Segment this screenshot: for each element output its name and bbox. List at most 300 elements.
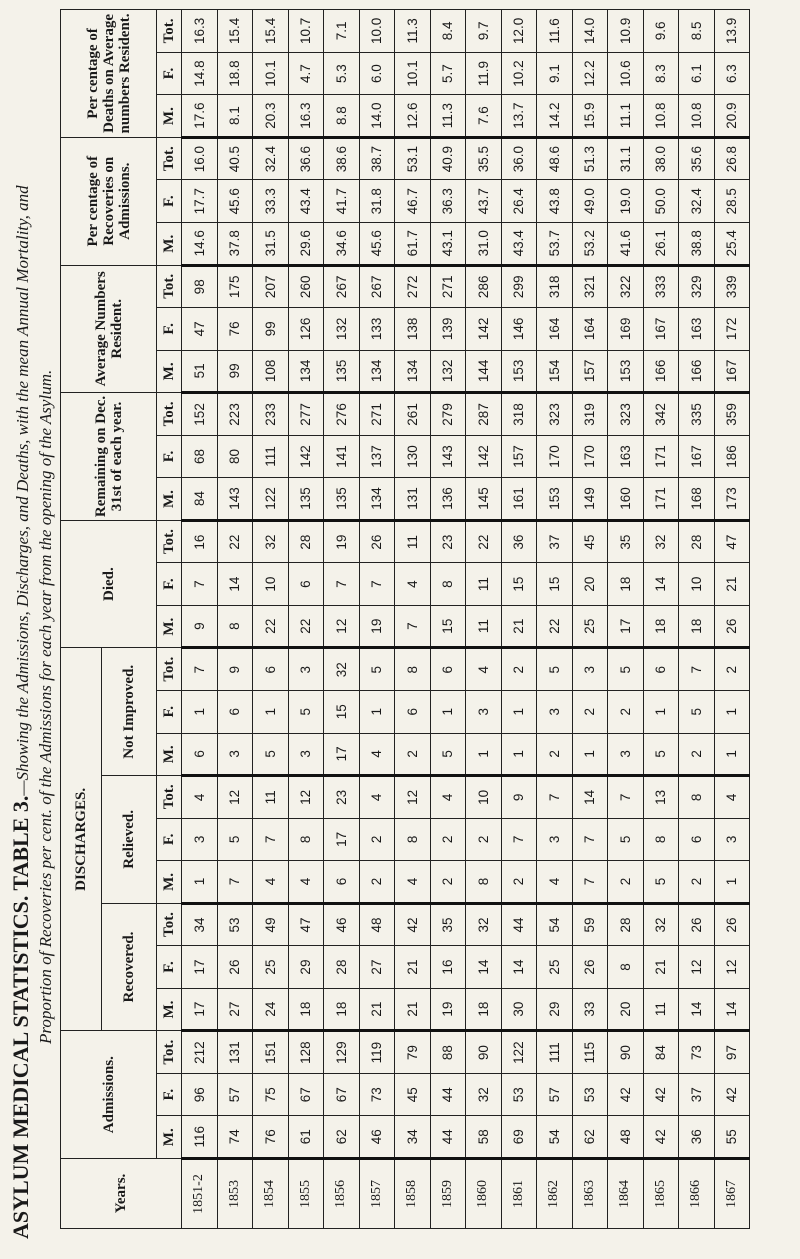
cell-rem-tot: 342 [643, 393, 679, 436]
cell-pr-f: 33.3 [253, 180, 289, 223]
cell-rel-tot: 7 [537, 776, 573, 819]
cell-adm-m: 34 [395, 1116, 431, 1159]
cell-rem-f: 163 [608, 435, 644, 478]
cell-rel-f: 7 [572, 818, 608, 861]
cell-died-f: 15 [537, 563, 573, 606]
cell-pr-m: 31.0 [466, 222, 502, 265]
cell-died-f: 8 [430, 563, 466, 606]
page-title [8, 19, 34, 1239]
cell-pd-m: 10.8 [643, 95, 679, 138]
cell-ni-m: 17 [324, 733, 360, 776]
cell-ni-m: 1 [466, 733, 502, 776]
cell-pd-f: 5.7 [430, 52, 466, 95]
cell-ni-f: 5 [288, 690, 324, 733]
cell-ni-tot: 3 [572, 648, 608, 691]
cell-rec-m: 18 [324, 988, 360, 1031]
cell-pd-f: 10.1 [253, 52, 289, 95]
cell-adm-m: 36 [679, 1116, 715, 1159]
cell-ni-tot: 5 [608, 648, 644, 691]
cell-pr-f: 43.4 [288, 180, 324, 223]
cell-rel-f: 7 [253, 818, 289, 861]
subheader-m: M. [157, 988, 182, 1031]
year-cell: 1862 [537, 1159, 573, 1229]
table-row [466, 10, 502, 1229]
cell-died-m: 19 [359, 605, 395, 648]
cell-rem-tot: 223 [217, 393, 253, 436]
cell-ni-tot: 6 [643, 648, 679, 691]
page-subtitle: Proportion of Recoveries per cent. of the Admissions for each year from the opening of the Asylum. [36, 369, 55, 1044]
subheader-f: F. [157, 690, 182, 733]
cell-rec-tot: 42 [395, 903, 431, 946]
cell-ni-f: 6 [217, 690, 253, 733]
cell-rem-tot: 271 [359, 393, 395, 436]
average-header: Average Numbers Resident. [61, 265, 157, 393]
cell-avg-f: 133 [359, 308, 395, 351]
year-cell: 1867 [714, 1159, 750, 1229]
cell-rel-m: 4 [253, 861, 289, 904]
cell-rel-tot: 23 [324, 776, 360, 819]
cell-adm-f: 42 [643, 1073, 679, 1116]
cell-pr-tot: 38.7 [359, 137, 395, 180]
cell-avg-tot: 207 [253, 265, 289, 308]
cell-pd-tot: 9.7 [466, 10, 502, 53]
cell-pr-tot: 31.1 [608, 137, 644, 180]
cell-died-tot: 28 [679, 520, 715, 563]
cell-died-m: 17 [608, 605, 644, 648]
cell-adm-tot: 79 [395, 1031, 431, 1074]
cell-pd-tot: 9.6 [643, 10, 679, 53]
cell-pr-m: 43.1 [430, 222, 466, 265]
cell-ni-m: 5 [643, 733, 679, 776]
subheader-m: M. [157, 1116, 182, 1159]
cell-rel-m: 7 [572, 861, 608, 904]
cell-ni-m: 5 [253, 733, 289, 776]
cell-died-f: 10 [679, 563, 715, 606]
cell-ni-f: 6 [395, 690, 431, 733]
cell-adm-f: 75 [253, 1073, 289, 1116]
cell-rel-tot: 4 [714, 776, 750, 819]
cell-avg-f: 163 [679, 308, 715, 351]
cell-died-f: 10 [253, 563, 289, 606]
cell-died-m: 12 [324, 605, 360, 648]
cell-pr-m: 61.7 [395, 222, 431, 265]
subheader-f: F. [157, 308, 182, 351]
cell-pr-tot: 38.0 [643, 137, 679, 180]
recoveries-header: Per centage of Recoveries on Admissions. [61, 137, 157, 265]
cell-avg-m: 51 [182, 350, 218, 393]
cell-pd-m: 8.1 [217, 95, 253, 138]
cell-rem-tot: 279 [430, 393, 466, 436]
cell-rec-tot: 53 [217, 903, 253, 946]
cell-adm-m: 42 [643, 1116, 679, 1159]
cell-died-f: 7 [359, 563, 395, 606]
cell-rec-tot: 44 [501, 903, 537, 946]
cell-pr-m: 43.4 [501, 222, 537, 265]
cell-adm-tot: 129 [324, 1031, 360, 1074]
cell-rem-f: 167 [679, 435, 715, 478]
cell-ni-f: 3 [537, 690, 573, 733]
cell-avg-f: 146 [501, 308, 537, 351]
cell-rec-m: 18 [288, 988, 324, 1031]
cell-rec-f: 12 [679, 946, 715, 989]
subheader-tot: Tot. [157, 10, 182, 53]
year-cell: 1860 [466, 1159, 502, 1229]
cell-adm-tot: 97 [714, 1031, 750, 1074]
cell-avg-f: 132 [324, 308, 360, 351]
subheader-tot: Tot. [157, 648, 182, 691]
cell-rem-f: 68 [182, 435, 218, 478]
cell-rel-tot: 4 [359, 776, 395, 819]
cell-pd-f: 4.7 [288, 52, 324, 95]
cell-ni-f: 1 [253, 690, 289, 733]
cell-ni-m: 4 [359, 733, 395, 776]
cell-adm-tot: 90 [466, 1031, 502, 1074]
cell-rem-f: 143 [430, 435, 466, 478]
cell-pr-tot: 40.5 [217, 137, 253, 180]
cell-ni-tot: 8 [395, 648, 431, 691]
cell-died-m: 18 [679, 605, 715, 648]
discharges-header: DISCHARGES. [61, 648, 102, 1031]
statistics-table [60, 9, 750, 1229]
cell-adm-f: 53 [572, 1073, 608, 1116]
cell-pd-tot: 11.3 [395, 10, 431, 53]
cell-died-tot: 16 [182, 520, 218, 563]
cell-rec-f: 27 [359, 946, 395, 989]
table-row [217, 10, 253, 1229]
cell-rem-m: 134 [359, 478, 395, 521]
cell-pr-f: 45.6 [217, 180, 253, 223]
cell-avg-tot: 299 [501, 265, 537, 308]
cell-rec-m: 21 [359, 988, 395, 1031]
cell-rec-f: 12 [714, 946, 750, 989]
cell-rel-m: 2 [359, 861, 395, 904]
relieved-header: Relieved. [102, 776, 157, 904]
died-header: Died. [61, 520, 157, 648]
cell-died-m: 21 [501, 605, 537, 648]
cell-adm-tot: 73 [679, 1031, 715, 1074]
cell-rem-tot: 318 [501, 393, 537, 436]
cell-ni-f: 15 [324, 690, 360, 733]
cell-rel-m: 5 [643, 861, 679, 904]
table-row [501, 10, 537, 1229]
cell-died-f: 14 [217, 563, 253, 606]
cell-adm-f: 42 [714, 1073, 750, 1116]
cell-avg-tot: 318 [537, 265, 573, 308]
cell-pr-m: 53.7 [537, 222, 573, 265]
table-row [679, 10, 715, 1229]
cell-adm-tot: 84 [643, 1031, 679, 1074]
cell-rem-f: 186 [714, 435, 750, 478]
cell-adm-m: 54 [537, 1116, 573, 1159]
cell-pd-f: 8.3 [643, 52, 679, 95]
cell-avg-tot: 271 [430, 265, 466, 308]
cell-pr-m: 53.2 [572, 222, 608, 265]
cell-rel-tot: 11 [253, 776, 289, 819]
year-cell: 1865 [643, 1159, 679, 1229]
cell-rec-m: 33 [572, 988, 608, 1031]
cell-rec-tot: 59 [572, 903, 608, 946]
cell-adm-m: 116 [182, 1116, 218, 1159]
cell-avg-f: 167 [643, 308, 679, 351]
cell-avg-tot: 329 [679, 265, 715, 308]
statistics-table-container [60, 9, 780, 1229]
cell-died-f: 14 [643, 563, 679, 606]
cell-rem-m: 173 [714, 478, 750, 521]
recovered-header: Recovered. [102, 903, 157, 1031]
table-row [288, 10, 324, 1229]
cell-rem-tot: 319 [572, 393, 608, 436]
cell-pd-tot: 15.4 [253, 10, 289, 53]
cell-rel-f: 5 [217, 818, 253, 861]
cell-ni-f: 3 [466, 690, 502, 733]
cell-adm-tot: 128 [288, 1031, 324, 1074]
cell-rel-m: 2 [501, 861, 537, 904]
cell-rem-m: 145 [466, 478, 502, 521]
cell-pr-tot: 38.6 [324, 137, 360, 180]
cell-rem-tot: 277 [288, 393, 324, 436]
cell-rec-f: 14 [501, 946, 537, 989]
subheader-tot: Tot. [157, 137, 182, 180]
cell-rem-f: 137 [359, 435, 395, 478]
cell-pd-m: 11.3 [430, 95, 466, 138]
cell-died-m: 18 [643, 605, 679, 648]
cell-died-tot: 37 [537, 520, 573, 563]
cell-pd-tot: 8.4 [430, 10, 466, 53]
title-rest: —Showing the Admissions, Discharges, and Deaths, with the mean Annual Mortality, and [13, 185, 32, 796]
cell-avg-m: 144 [466, 350, 502, 393]
cell-adm-f: 96 [182, 1073, 218, 1116]
cell-pr-m: 25.4 [714, 222, 750, 265]
cell-rec-f: 25 [253, 946, 289, 989]
cell-pd-m: 16.3 [288, 95, 324, 138]
cell-pd-tot: 13.9 [714, 10, 750, 53]
cell-pd-f: 14.8 [182, 52, 218, 95]
cell-adm-m: 62 [572, 1116, 608, 1159]
cell-ni-tot: 6 [253, 648, 289, 691]
cell-avg-f: 47 [182, 308, 218, 351]
cell-rel-m: 7 [217, 861, 253, 904]
cell-pr-tot: 32.4 [253, 137, 289, 180]
subheader-m: M. [157, 733, 182, 776]
cell-ni-f: 5 [679, 690, 715, 733]
cell-adm-m: 46 [359, 1116, 395, 1159]
cell-rel-tot: 13 [643, 776, 679, 819]
cell-pr-tot: 16.0 [182, 137, 218, 180]
cell-rec-tot: 28 [608, 903, 644, 946]
cell-pr-m: 26.1 [643, 222, 679, 265]
year-cell: 1861 [501, 1159, 537, 1229]
cell-rem-f: 141 [324, 435, 360, 478]
cell-rel-tot: 9 [501, 776, 537, 819]
admissions-header: Admissions. [61, 1031, 157, 1159]
cell-rel-f: 3 [182, 818, 218, 861]
cell-rec-tot: 54 [537, 903, 573, 946]
cell-rec-tot: 26 [679, 903, 715, 946]
table-row [324, 10, 360, 1229]
cell-pr-f: 49.0 [572, 180, 608, 223]
table-row [430, 10, 466, 1229]
subheader-tot: Tot. [157, 393, 182, 436]
cell-avg-m: 99 [217, 350, 253, 393]
year-cell: 1851-2 [182, 1159, 218, 1229]
year-cell: 1854 [253, 1159, 289, 1229]
cell-avg-m: 166 [679, 350, 715, 393]
cell-died-m: 7 [395, 605, 431, 648]
cell-pd-m: 12.6 [395, 95, 431, 138]
cell-pr-f: 46.7 [395, 180, 431, 223]
cell-pd-f: 10.1 [395, 52, 431, 95]
cell-adm-tot: 115 [572, 1031, 608, 1074]
cell-rem-tot: 323 [608, 393, 644, 436]
cell-pr-f: 41.7 [324, 180, 360, 223]
cell-rem-m: 84 [182, 478, 218, 521]
cell-pd-m: 17.6 [182, 95, 218, 138]
cell-pr-m: 29.6 [288, 222, 324, 265]
cell-avg-tot: 175 [217, 265, 253, 308]
cell-rec-m: 17 [182, 988, 218, 1031]
cell-avg-f: 164 [537, 308, 573, 351]
cell-died-tot: 22 [217, 520, 253, 563]
cell-ni-f: 1 [501, 690, 537, 733]
cell-ni-m: 1 [714, 733, 750, 776]
cell-rec-m: 27 [217, 988, 253, 1031]
cell-pd-tot: 15.4 [217, 10, 253, 53]
cell-pd-f: 6.1 [679, 52, 715, 95]
table-row [359, 10, 395, 1229]
cell-rel-m: 8 [466, 861, 502, 904]
cell-rem-m: 149 [572, 478, 608, 521]
cell-adm-m: 69 [501, 1116, 537, 1159]
cell-rem-f: 171 [643, 435, 679, 478]
cell-pr-f: 36.3 [430, 180, 466, 223]
cell-rel-m: 6 [324, 861, 360, 904]
cell-pd-tot: 14.0 [572, 10, 608, 53]
cell-rec-m: 30 [501, 988, 537, 1031]
cell-avg-f: 99 [253, 308, 289, 351]
cell-pd-tot: 12.0 [501, 10, 537, 53]
cell-rel-f: 8 [643, 818, 679, 861]
cell-avg-m: 157 [572, 350, 608, 393]
cell-pd-f: 12.2 [572, 52, 608, 95]
cell-avg-m: 132 [430, 350, 466, 393]
cell-rel-tot: 14 [572, 776, 608, 819]
cell-pr-m: 37.8 [217, 222, 253, 265]
cell-rem-m: 122 [253, 478, 289, 521]
cell-avg-f: 142 [466, 308, 502, 351]
cell-rec-tot: 48 [359, 903, 395, 946]
cell-rel-f: 3 [714, 818, 750, 861]
cell-adm-m: 76 [253, 1116, 289, 1159]
table-row [182, 10, 218, 1229]
cell-ni-m: 3 [217, 733, 253, 776]
cell-rem-f: 142 [288, 435, 324, 478]
cell-rec-m: 18 [466, 988, 502, 1031]
cell-ni-tot: 7 [679, 648, 715, 691]
cell-rem-tot: 287 [466, 393, 502, 436]
subheader-f: F. [157, 52, 182, 95]
cell-rem-f: 80 [217, 435, 253, 478]
cell-pd-f: 11.9 [466, 52, 502, 95]
cell-rem-f: 170 [572, 435, 608, 478]
cell-avg-m: 134 [395, 350, 431, 393]
cell-adm-tot: 151 [253, 1031, 289, 1074]
year-cell: 1858 [395, 1159, 431, 1229]
cell-died-m: 25 [572, 605, 608, 648]
cell-pr-f: 19.0 [608, 180, 644, 223]
cell-rel-m: 4 [537, 861, 573, 904]
cell-pr-tot: 51.3 [572, 137, 608, 180]
cell-died-f: 20 [572, 563, 608, 606]
cell-died-m: 22 [537, 605, 573, 648]
subheader-f: F. [157, 435, 182, 478]
subheader-tot: Tot. [157, 265, 182, 308]
cell-died-tot: 23 [430, 520, 466, 563]
cell-avg-tot: 322 [608, 265, 644, 308]
cell-died-tot: 35 [608, 520, 644, 563]
subheader-f: F. [157, 946, 182, 989]
cell-pr-m: 31.5 [253, 222, 289, 265]
cell-died-tot: 28 [288, 520, 324, 563]
cell-ni-tot: 5 [537, 648, 573, 691]
cell-avg-m: 166 [643, 350, 679, 393]
cell-died-tot: 26 [359, 520, 395, 563]
subheader-f: F. [157, 818, 182, 861]
cell-adm-tot: 122 [501, 1031, 537, 1074]
cell-ni-tot: 9 [217, 648, 253, 691]
cell-died-tot: 32 [643, 520, 679, 563]
cell-rel-m: 2 [679, 861, 715, 904]
subheader-m: M. [157, 350, 182, 393]
table-row [253, 10, 289, 1229]
year-cell: 1863 [572, 1159, 608, 1229]
cell-pd-f: 10.6 [608, 52, 644, 95]
cell-rec-m: 24 [253, 988, 289, 1031]
subheader-m: M. [157, 605, 182, 648]
cell-rel-m: 4 [395, 861, 431, 904]
cell-avg-tot: 321 [572, 265, 608, 308]
cell-rel-f: 8 [395, 818, 431, 861]
cell-avg-f: 139 [430, 308, 466, 351]
cell-avg-m: 108 [253, 350, 289, 393]
cell-avg-m: 154 [537, 350, 573, 393]
cell-ni-f: 2 [608, 690, 644, 733]
cell-rem-f: 170 [537, 435, 573, 478]
cell-pd-m: 20.9 [714, 95, 750, 138]
cell-adm-m: 44 [430, 1116, 466, 1159]
cell-adm-m: 58 [466, 1116, 502, 1159]
cell-adm-tot: 119 [359, 1031, 395, 1074]
cell-pd-m: 8.8 [324, 95, 360, 138]
cell-ni-m: 1 [501, 733, 537, 776]
cell-pd-m: 11.1 [608, 95, 644, 138]
cell-rem-m: 161 [501, 478, 537, 521]
cell-pd-f: 6.3 [714, 52, 750, 95]
cell-rec-f: 21 [395, 946, 431, 989]
cell-pd-f: 5.3 [324, 52, 360, 95]
cell-rec-tot: 26 [714, 903, 750, 946]
cell-avg-f: 169 [608, 308, 644, 351]
cell-rec-tot: 32 [466, 903, 502, 946]
cell-pr-tot: 40.9 [430, 137, 466, 180]
cell-rec-f: 25 [537, 946, 573, 989]
cell-adm-tot: 90 [608, 1031, 644, 1074]
cell-adm-f: 42 [608, 1073, 644, 1116]
cell-rel-tot: 12 [288, 776, 324, 819]
cell-ni-m: 3 [288, 733, 324, 776]
cell-avg-m: 135 [324, 350, 360, 393]
cell-pd-f: 9.1 [537, 52, 573, 95]
table-row [608, 10, 644, 1229]
